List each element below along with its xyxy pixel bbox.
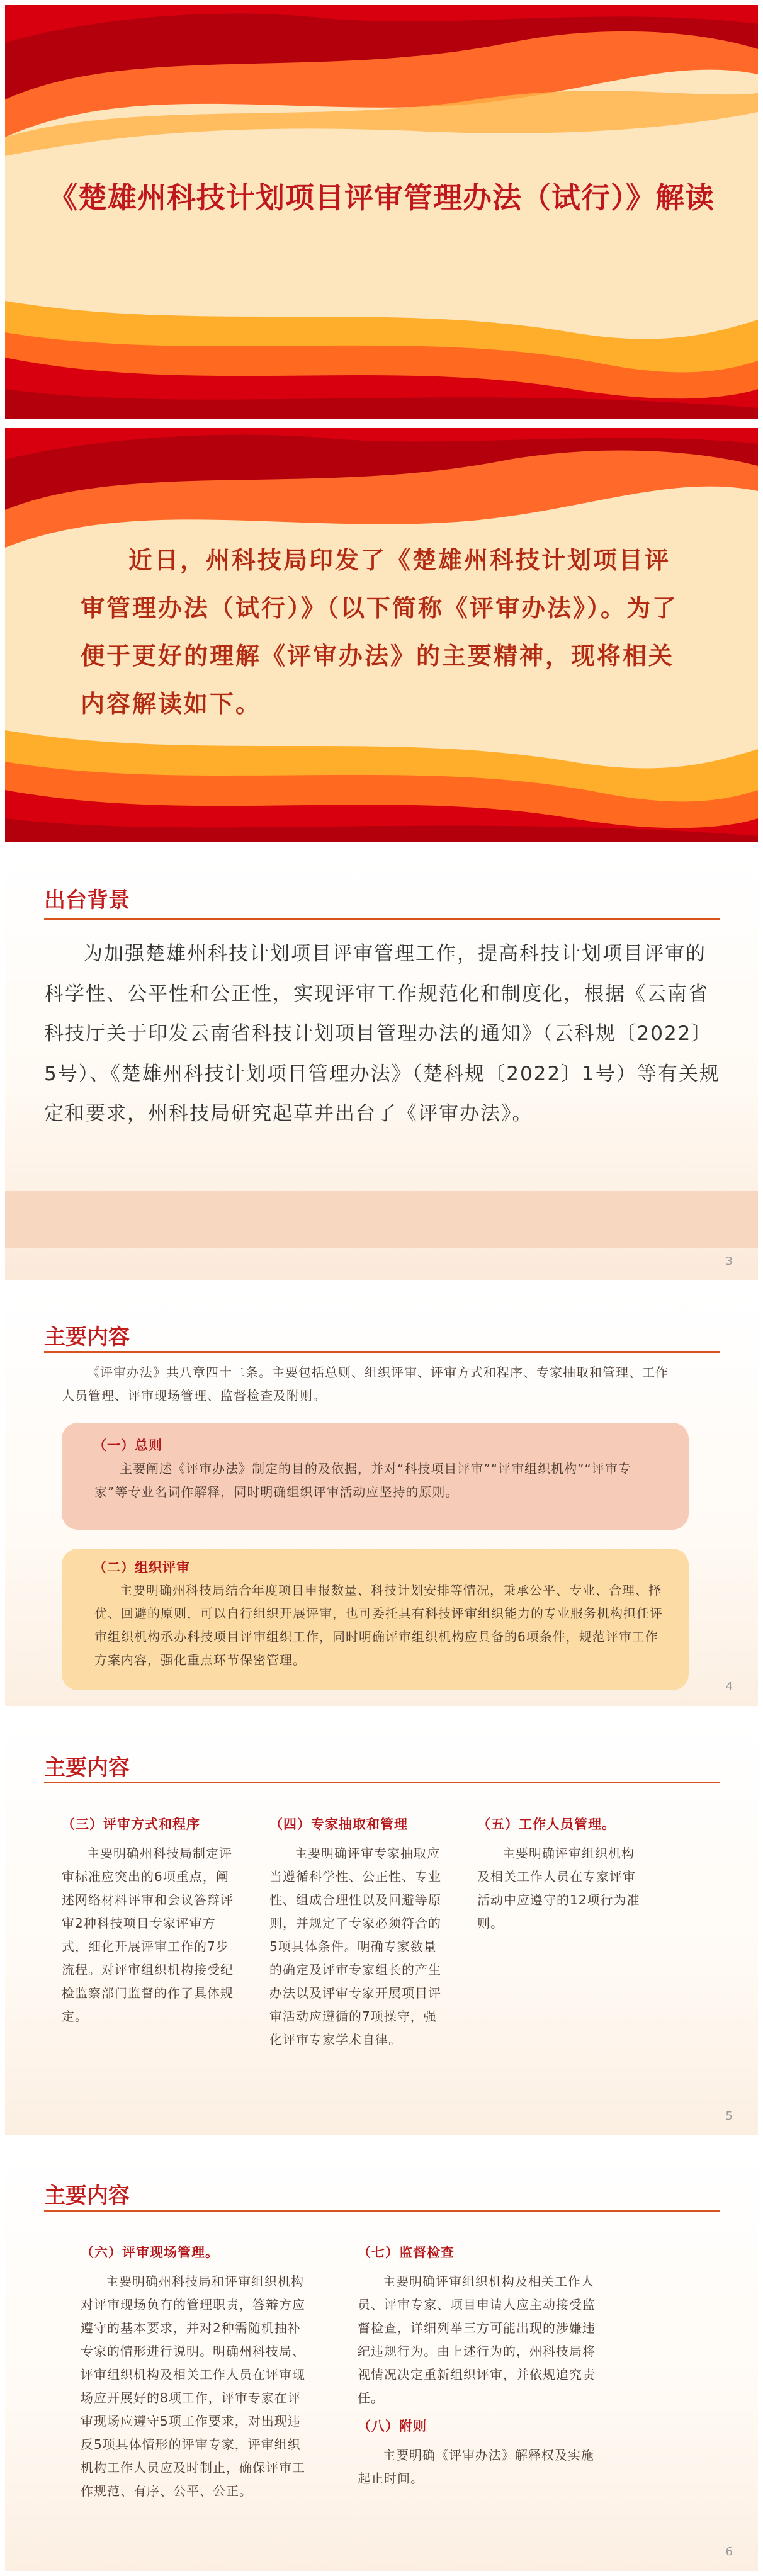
slide-title [5,5,758,419]
column-title: （七）监督检查 [358,2245,455,2260]
page-number: 4 [725,1680,733,1693]
column-onsite-management [81,2242,314,2503]
slide-content-2 [5,1720,758,2135]
section-heading: 主要内容 [44,1755,130,1780]
section-heading: 主要内容 [44,1325,130,1350]
section-heading: 出台背景 [44,888,130,913]
column-expert-management [269,1814,446,2052]
page-number: 5 [725,2110,733,2123]
column-body: 主要明确评审专家抽取应当遵循科学性、公正性、专业性、组成合理性以及回避等原则，并规定了专家必须符合的5项具体条件。明确专家数量的确定及评审专家组长的产生办法以及评审专家开展项目评审活动应遵循的7项操守，强化评审专家学术自律。 [269,1846,441,2047]
column-title: （八）附则 [358,2419,427,2434]
column-review-method [62,1814,238,2028]
column-title: （四）专家抽取和管理 [269,1817,408,1832]
column-title: （五）工作人员管理。 [477,1817,616,1832]
column-body: 主要明确评审组织机构及相关工作人员、评审专家、项目申请人应主动接受监督检查，详细列举三方可能出现的涉嫌违纪违规行为。由上述行为的，州科技局将视情况决定重新组织评审，并依规追究责任。 [358,2274,596,2405]
section-box-general [62,1423,689,1530]
background-paragraph: 为加强楚雄州科技计划项目评审管理工作，提高科技计划项目评审的科学性、公平性和公正性，实现评审工作规范化和制度化，根据《云南省科技厅关于印发云南省科技计划项目管理办法的通知》（云科规〔2022〕5号）、《楚雄州科技计划项目管理办法》（楚科规〔2022〕1号）等有关规定和要求，州科技局研究起草并出台了《评审办法》。 [44,942,720,1126]
column-title: （六）评审现场管理。 [81,2245,219,2260]
heading-underline [44,1782,720,1783]
slide-background [5,857,758,1280]
slide-content-1 [5,1291,758,1706]
section-title: （一）总则 [93,1438,162,1453]
slide-content-3 [5,2148,758,2571]
column-body: 主要明确州科技局和评审组织机构对评审现场负有的管理职责，答辩方应遵守的基本要求，并对2种需随机抽补专家的情形进行说明。明确州科技局、评审组织机构及相关工作人员在评审现场应开展好的8项工作，评审专家在评审现场应遵守5项工作要求，对出现违反5项具体情形的评审专家，评审组织机构工作人员应及时制止，确保评审工作规范、有序、公平、公正。 [81,2274,305,2499]
heading-underline [44,1351,720,1353]
intro-paragraph: 近日，州科技局印发了《楚雄州科技计划项目评审管理办法（试行）》（以下简称《评审办法》）。为了便于更好的理解《评审办法》的主要精神，现将相关内容解读如下。 [81,546,679,718]
section-body: 主要明确州科技局结合年度项目申报数量、科技计划安排等情况，秉承公平、专业、合理、择优、回避的原则，可以自行组织开展评审，也可委托具有科技评审组织能力的专业服务机构担任评审组织机构承办科技项目评审组织工作，同时明确评审组织机构应具备的6项条件，规范评审工作方案内容，强化重点环节保密管理。 [94,1583,663,1668]
page-number: 6 [725,2545,733,2558]
summary-paragraph: 《评审办法》共八章四十二条。主要包括总则、组织评审、评审方式和程序、专家抽取和管理、工作人员管理、评审现场管理、监督检查及附则。 [62,1365,669,1403]
column-body: 主要明确评审组织机构及相关工作人员在专家评审活动中应遵守的12项行为准则。 [477,1846,640,1931]
column-staff-management [477,1814,647,1935]
column-body: 主要明确州科技局制定评审标准应突出的6项重点，阐述网络材料评审和会议答辩评审2种科技项目专家评审方式，细化开展评审工作的7步流程。对评审组织机构接受纪检监察部门监督的作了具体规定。 [62,1846,234,2024]
page-number: 3 [725,1255,733,1268]
slide-intro [5,428,758,842]
section-title: （二）组织评审 [93,1560,190,1575]
document-title: 《楚雄州科技计划项目评审管理办法（试行）》解读 [48,181,715,215]
heading-underline [44,2210,720,2212]
bottom-band [5,1191,758,1248]
column-supervision [358,2242,597,2490]
column-body: 主要明确《评审办法》解释权及实施起止时间。 [358,2448,594,2486]
column-title: （三）评审方式和程序 [62,1817,200,1832]
heading-underline [44,918,720,920]
section-heading: 主要内容 [44,2183,130,2208]
section-box-organize [62,1549,689,1690]
section-body: 主要阐述《评审办法》制定的目的及依据，并对“科技项目评审”“评审组织机构”“评审专家”等专业名词作解释，同时明确组织评审活动应坚持的原则。 [94,1461,631,1500]
